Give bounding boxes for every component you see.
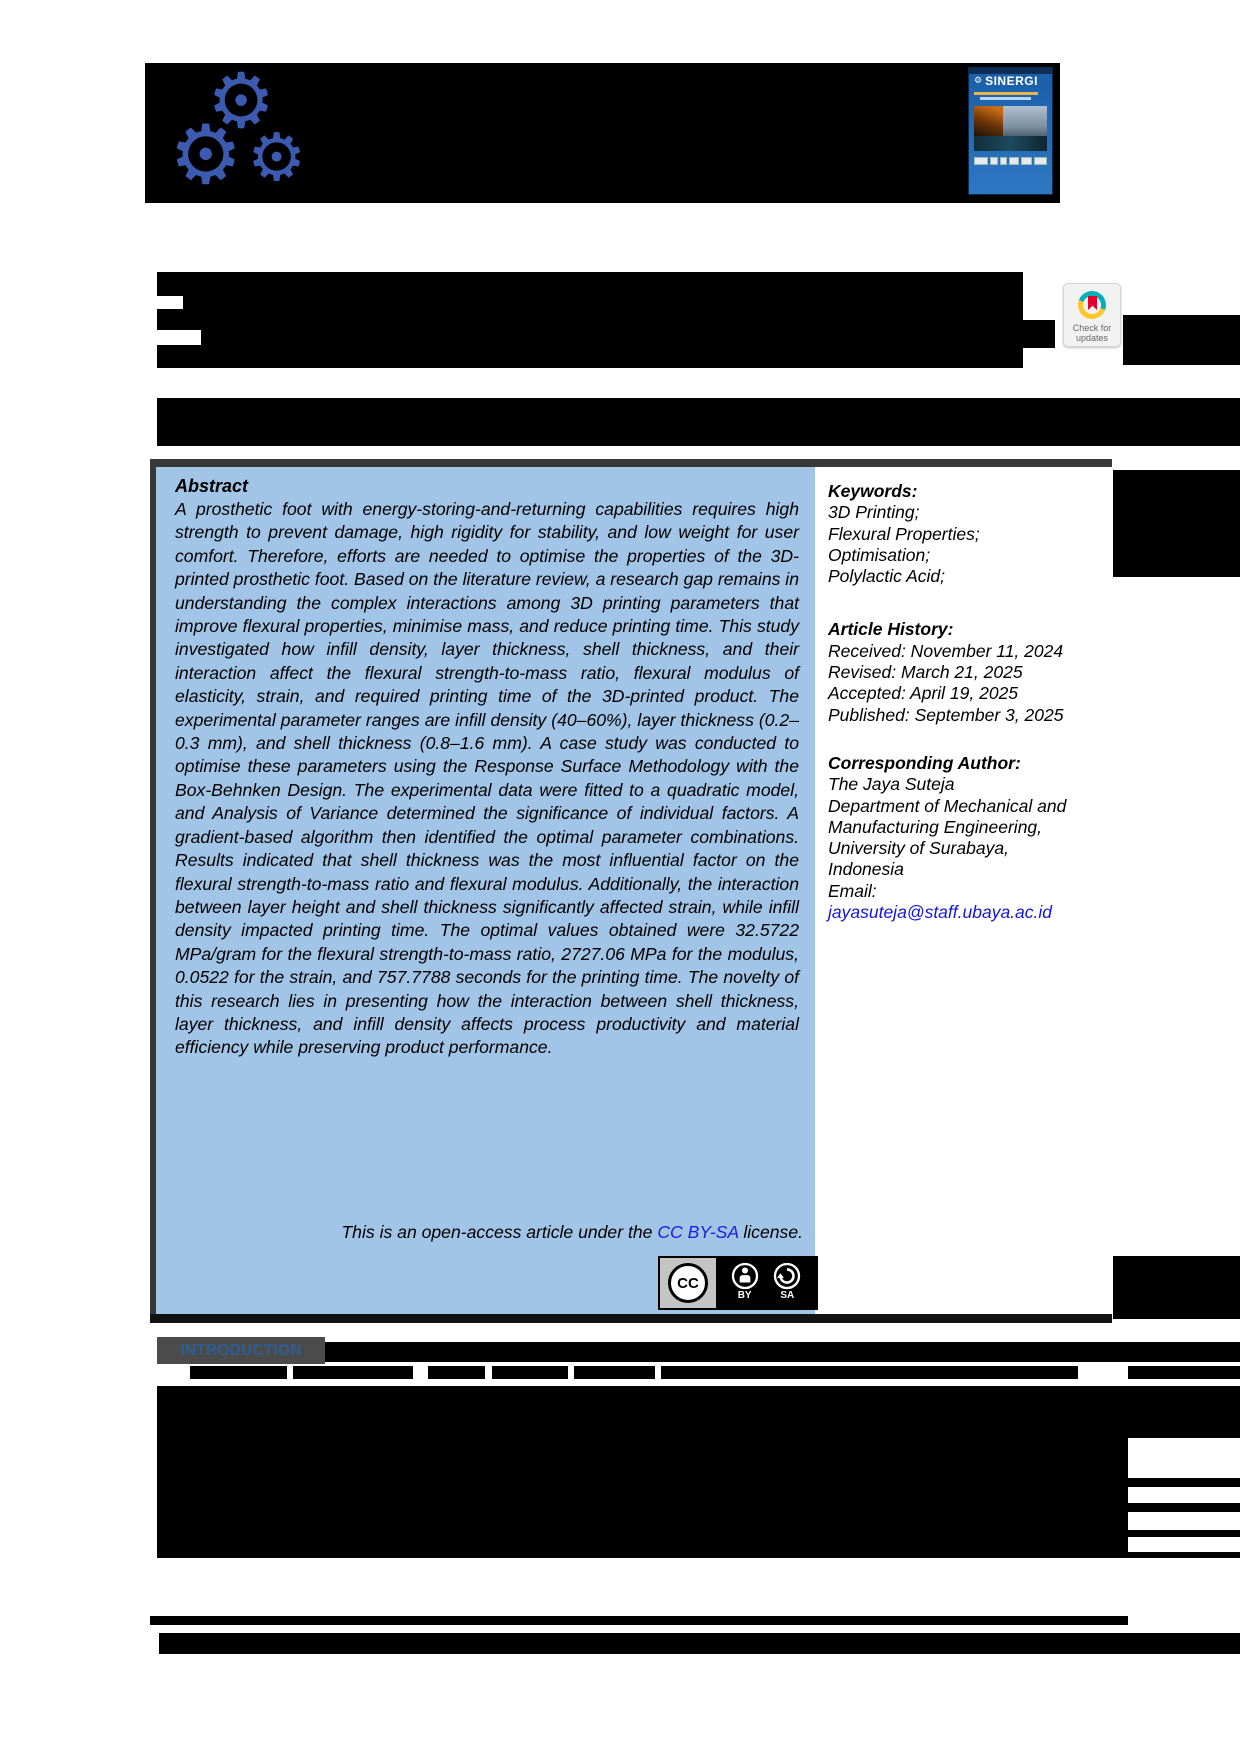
redacted-title-block bbox=[157, 272, 1023, 368]
cc-badge-right bbox=[716, 1258, 816, 1308]
abstract-bottom-border bbox=[150, 1314, 1112, 1323]
redacted-text-line bbox=[1128, 1366, 1240, 1379]
cover-journal-title: SINERGI bbox=[985, 74, 1038, 88]
redacted-text-line bbox=[574, 1366, 655, 1379]
redacted-text-line bbox=[293, 1366, 413, 1379]
keyword-item: 3D Printing; bbox=[828, 502, 920, 523]
redacted-text-line bbox=[661, 1366, 1078, 1379]
cover-photo-sky bbox=[1003, 106, 1047, 136]
author-line: Manufacturing Engineering, bbox=[828, 816, 1043, 837]
redacted-text-line bbox=[190, 1366, 287, 1379]
check-for-updates-badge[interactable] bbox=[1063, 283, 1121, 347]
introduction-heading: INTRODUCTION bbox=[157, 1337, 325, 1364]
redacted-sidebar-block bbox=[1113, 470, 1240, 577]
cover-photo-collage bbox=[974, 106, 1047, 136]
redacted-heading-bar bbox=[325, 1342, 1240, 1362]
abstract-body: A prosthetic foot with energy-storing-and-returning capabilities requires high strength to prevent damage, high rigidity for stability, and low weight for user comfort. Therefore, efforts are needed to optimise the properties of the 3D-printed prosthetic foot. Based on the literature review, a research gap remains in understanding the complex interactions among 3D printing parameters that improve flexural properties, minimise mass, and reduce printing time. This study investigated how infill density, layer thickness, shell thickness, and their interaction affect the flexural strength-to-mass ratio, flexural modulus of elasticity, strain, and required printing time of the 3D-printed product. The experimental parameter ranges are infill density (40–60%), layer thickness (0.2–0.3 mm), and shell thickness (0.8–1.6 mm). A case study was conducted to optimise these parameters using the Response Surface Methodology with the Box-Behnken Design. The experimental data were fitted to a quadratic model, and Analysis of Variance determined the significance of individual factors. A gradient-based algorithm then identified the optimal parameter combinations. Results indicated that shell thickness was the most influential factor on the flexural strength-to-mass ratio and flexural modulus. Additionally, the interaction between layer height and shell thickness significantly affected strain, while infill density impacted printing time. The optimal values obtained were 32.5722 MPa/gram for the flexural strength-to-mass ratio, 2727.06 MPa for the modulus, 0.0522 for the strain, and 757.7788 seconds for the printing time. The novelty of this research lies in presenting how the interaction between shell thickness, layer thickness, and infill density affects process productivity and material efficiency while preserving product performance. bbox=[175, 499, 799, 1058]
cc-by-sa-badge[interactable] bbox=[658, 1256, 818, 1310]
cover-volume-line bbox=[980, 97, 1031, 100]
keywords-heading: Keywords: bbox=[828, 481, 918, 501]
gear-icon: ⚙ bbox=[207, 56, 276, 145]
author-line: Department of Mechanical and bbox=[828, 795, 1067, 816]
article-history-heading: Article History: bbox=[828, 619, 954, 640]
journal-header-banner bbox=[145, 56, 1060, 203]
redacted-text-line bbox=[150, 1616, 1128, 1625]
redacted-paragraph-block bbox=[1128, 1386, 1240, 1438]
journal-cover-thumbnail bbox=[968, 67, 1053, 195]
cover-issn-line bbox=[974, 92, 1038, 95]
redacted-text-line bbox=[1128, 1478, 1240, 1487]
cc-by-sa-link[interactable]: CC BY-SA bbox=[657, 1222, 739, 1242]
cover-photo-strip bbox=[974, 136, 1047, 151]
redacted-text-line bbox=[428, 1366, 485, 1379]
abstract-top-border bbox=[150, 459, 1112, 467]
keyword-item: Optimisation; bbox=[828, 544, 931, 565]
gear-icon: ⚙ bbox=[169, 108, 243, 203]
cover-info-boxes bbox=[974, 157, 1047, 165]
redacted-text-line bbox=[492, 1366, 568, 1379]
redacted-text-line bbox=[1128, 1552, 1240, 1558]
keyword-item: Flexural Properties; bbox=[828, 523, 980, 544]
history-item: Published: September 3, 2025 bbox=[828, 704, 1064, 725]
gear-icon: ⚙ bbox=[247, 119, 307, 196]
history-item: Revised: March 21, 2025 bbox=[828, 662, 1023, 683]
crossmark-icon bbox=[1078, 291, 1106, 319]
crossmark-label: Check for updates bbox=[1072, 323, 1112, 343]
share-alike-icon bbox=[773, 1262, 801, 1290]
cc-badge-left bbox=[660, 1258, 716, 1308]
redaction-gap bbox=[157, 296, 183, 309]
license-statement bbox=[175, 1222, 803, 1243]
redacted-text-line bbox=[159, 1633, 1240, 1654]
author-email-link[interactable]: jayasuteja@staff.ubaya.ac.id bbox=[828, 902, 1053, 923]
license-text: This is an open-access article under the bbox=[341, 1222, 658, 1242]
article-info-sidebar bbox=[828, 481, 1114, 923]
redacted-text-line bbox=[1128, 1503, 1240, 1512]
redacted-title-block bbox=[1023, 320, 1055, 348]
cover-gear-icon: ⚙ bbox=[974, 75, 983, 86]
author-line: The Jaya Suteja bbox=[828, 774, 955, 795]
person-icon bbox=[731, 1262, 759, 1290]
cc-sa-label: SA bbox=[780, 1290, 795, 1301]
redaction-gap bbox=[157, 330, 201, 345]
author-line: Indonesia bbox=[828, 859, 904, 880]
redacted-sidebar-block bbox=[1113, 1256, 1240, 1319]
author-line: University of Surabaya, bbox=[828, 838, 1009, 859]
keyword-item: Polylactic Acid; bbox=[828, 566, 946, 587]
redacted-paragraph-block bbox=[157, 1386, 1128, 1558]
redacted-authors-bar bbox=[157, 398, 1240, 446]
abstract-heading: Abstract bbox=[175, 476, 249, 496]
author-line: Email: bbox=[828, 880, 877, 901]
cover-photo-flame bbox=[974, 106, 1003, 136]
history-item: Accepted: April 19, 2025 bbox=[828, 683, 1019, 704]
cc-by-label: BY bbox=[737, 1290, 752, 1301]
corresponding-author-heading: Corresponding Author: bbox=[828, 752, 1021, 773]
redacted-text-line bbox=[1128, 1530, 1240, 1537]
abstract-content bbox=[175, 474, 799, 1060]
cc-icon: CC bbox=[668, 1263, 708, 1303]
redacted-title-block bbox=[1123, 315, 1240, 365]
history-item: Received: November 11, 2024 bbox=[828, 640, 1064, 661]
license-text: license. bbox=[738, 1222, 803, 1242]
